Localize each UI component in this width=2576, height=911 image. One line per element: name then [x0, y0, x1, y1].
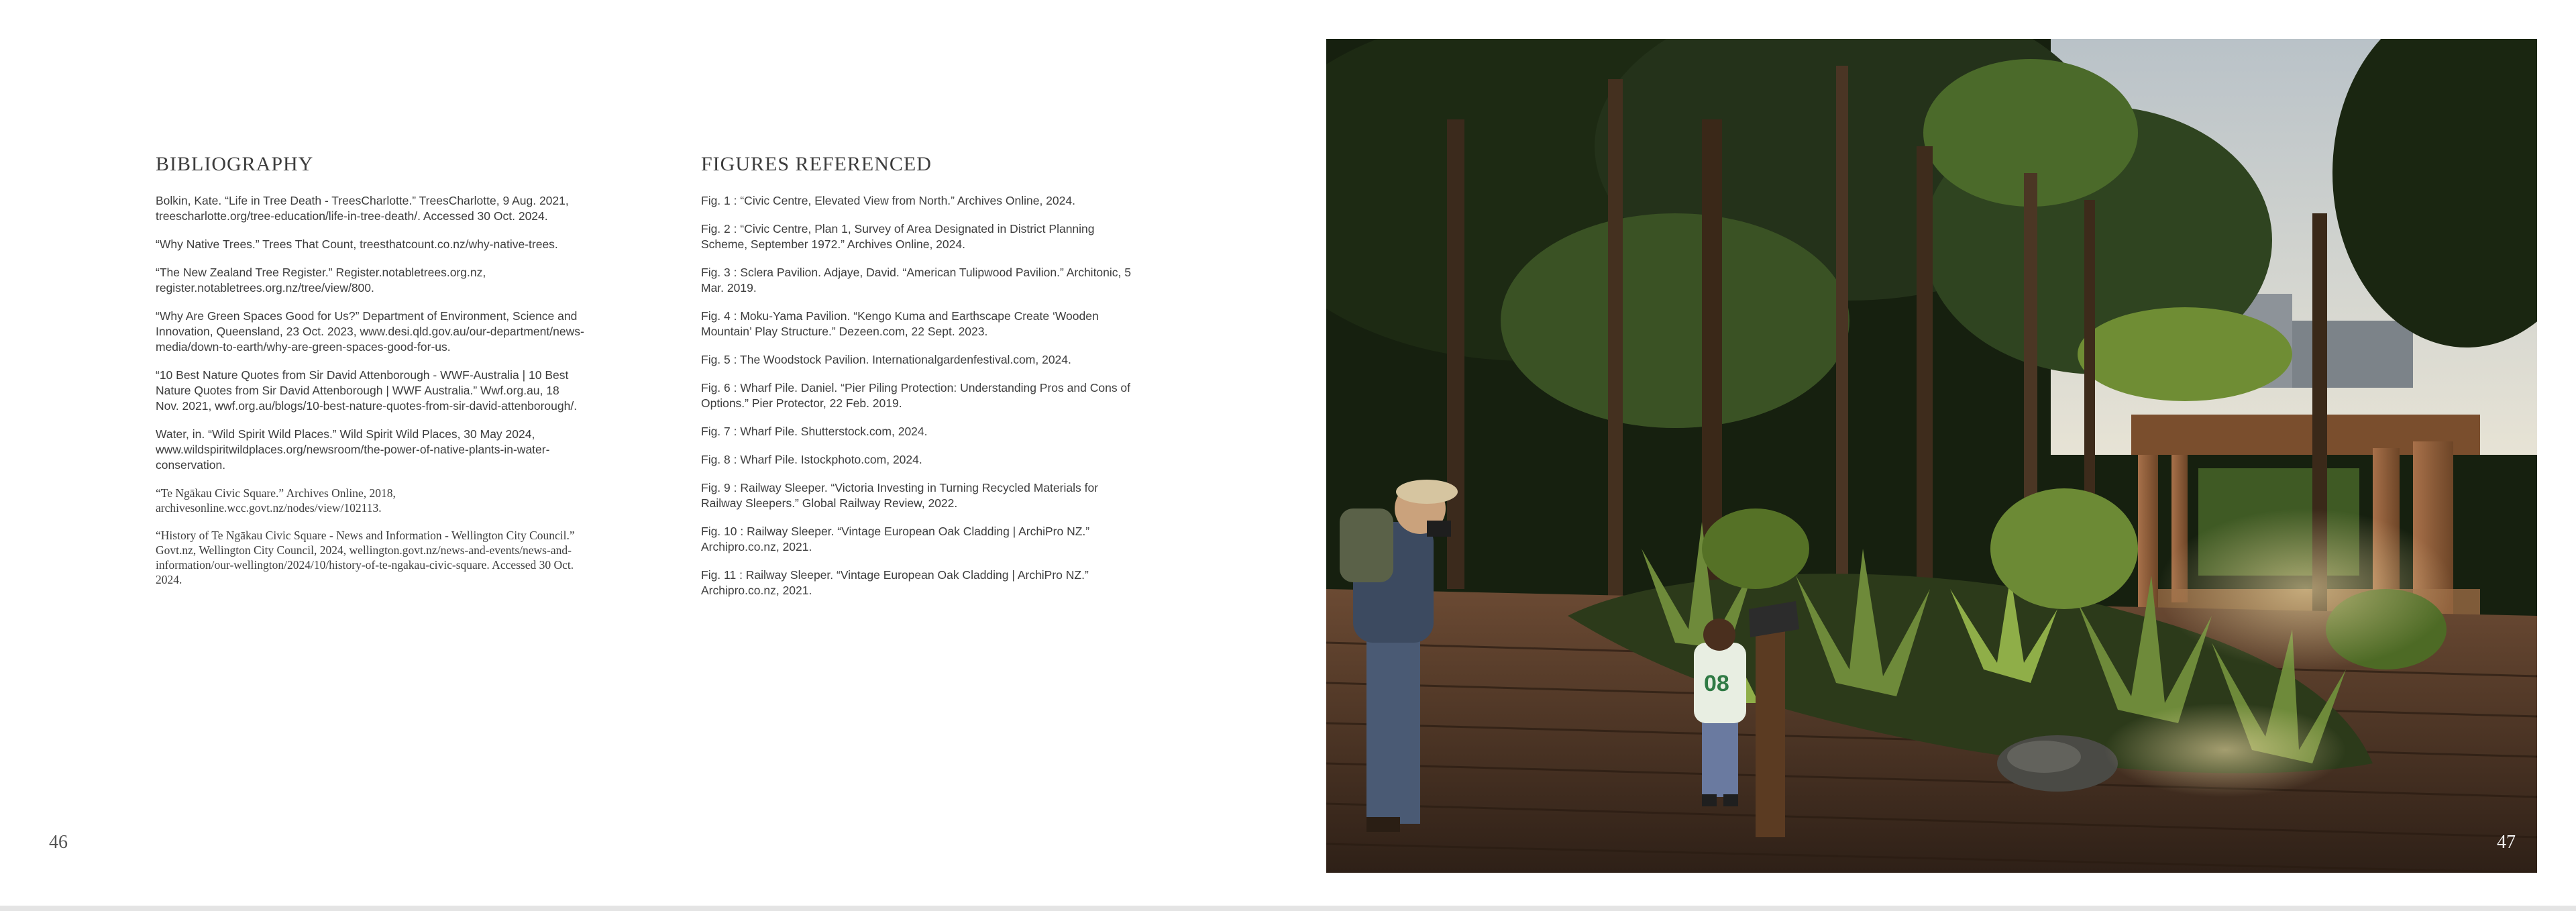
- bibliography-entry: “10 Best Nature Quotes from Sir David Attenborough - WWF-Australia | 10 Best Nature Quotes from Sir David Attenborough | WWF Australia.” Wwf.org.au, 18 Nov. 2021, wwf.org.au/blogs/10-best-nature-quotes-from-sir-david-attenborough/.: [156, 368, 578, 413]
- figure-entry: Fig. 7 : Wharf Pile. Shutterstock.com, 2024.: [701, 425, 928, 438]
- bibliography-entry: “The New Zealand Tree Register.” Register.notabletrees.org.nz, register.notabletrees.org.nz/tree/view/800.: [156, 266, 486, 294]
- figure-entry: Fig. 10 : Railway Sleeper. “Vintage European Oak Cladding | ArchiPro NZ.” Archipro.co.nz, 2021.: [701, 525, 1090, 553]
- figures-heading: FIGURES REFERENCED: [701, 153, 932, 175]
- bibliography-entry: “Why Native Trees.” Trees That Count, treesthatcount.co.nz/why-native-trees.: [156, 237, 558, 251]
- bibliography-entry: Bolkin, Kate. “Life in Tree Death - TreesCharlotte.” TreesCharlotte, 9 Aug. 2021, treescharlotte.org/tree-education/life-in-tree-death/. Accessed 30 Oct. 2024.: [156, 194, 569, 223]
- bibliography-entry: “Why Are Green Spaces Good for Us?” Department of Environment, Science and Innovation, Queensland, 23 Oct. 2023, www.desi.qld.gov.au/our-department/news-media/down-to-earth/why-are-green-spaces-good-for-us.: [156, 309, 584, 354]
- figure-entry: Fig. 1 : “Civic Centre, Elevated View from North.” Archives Online, 2024.: [701, 194, 1075, 207]
- bibliography-list: [156, 193, 585, 600]
- shirt-number: 08: [1704, 671, 1729, 696]
- bibliography-entry: “History of Te Ngākau Civic Square - News and Information - Wellington City Council.” Govt.nz, Wellington City Council, 2024, wellington.govt.nz/news-and-events/news-and-information/our-wellington/2024/10/history-of-te-ngakau-civic-square. Accessed 30 Oct. 2024.: [156, 529, 575, 586]
- figure-entry: Fig. 3 : Sclera Pavilion. Adjaye, David. “American Tulipwood Pavilion.” Architonic, 5 Mar. 2019.: [701, 266, 1131, 294]
- figure-entry: Fig. 6 : Wharf Pile. Daniel. “Pier Piling Protection: Understanding Pros and Cons of Options.” Pier Protector, 22 Feb. 2019.: [701, 381, 1131, 410]
- figure-entry: Fig. 2 : “Civic Centre, Plan 1, Survey of Area Designated in District Planning Scheme, September 1972.” Archives Online, 2024.: [701, 222, 1095, 251]
- page-number-left: 46: [49, 832, 68, 853]
- bibliography-entry: “Te Ngākau Civic Square.” Archives Online, 2018, archivesonline.wcc.govt.nz/nodes/view/102113.: [156, 486, 396, 515]
- figure-entry: Fig. 8 : Wharf Pile. Istockphoto.com, 2024.: [701, 453, 922, 466]
- bibliography-heading: BIBLIOGRAPHY: [156, 153, 314, 175]
- figure-entry: Fig. 9 : Railway Sleeper. “Victoria Investing in Turning Recycled Materials for Railway Sleepers.” Global Railway Review, 2022.: [701, 481, 1099, 510]
- page-number-right: 47: [2497, 832, 2516, 853]
- figure-entry: Fig. 5 : The Woodstock Pavilion. Internationalgardenfestival.com, 2024.: [701, 353, 1071, 366]
- figure-entry: Fig. 4 : Moku-Yama Pavilion. “Kengo Kuma and Earthscape Create ‘Wooden Mountain’ Play Structure.” Dezeen.com, 22 Sept. 2023.: [701, 309, 1099, 338]
- figures-list: [701, 193, 1137, 611]
- bibliography-entry: Water, in. “Wild Spirit Wild Places.” Wild Spirit Wild Places, 30 May 2024, www.wildspiritwildplaces.org/newsroom/the-power-of-native-plants-in-water-conservation.: [156, 427, 550, 472]
- spread-divider: [0, 906, 2576, 911]
- figure-entry: Fig. 11 : Railway Sleeper. “Vintage European Oak Cladding | ArchiPro NZ.” Archipro.co.nz, 2021.: [701, 568, 1089, 597]
- garden-render-image: [1326, 39, 2537, 873]
